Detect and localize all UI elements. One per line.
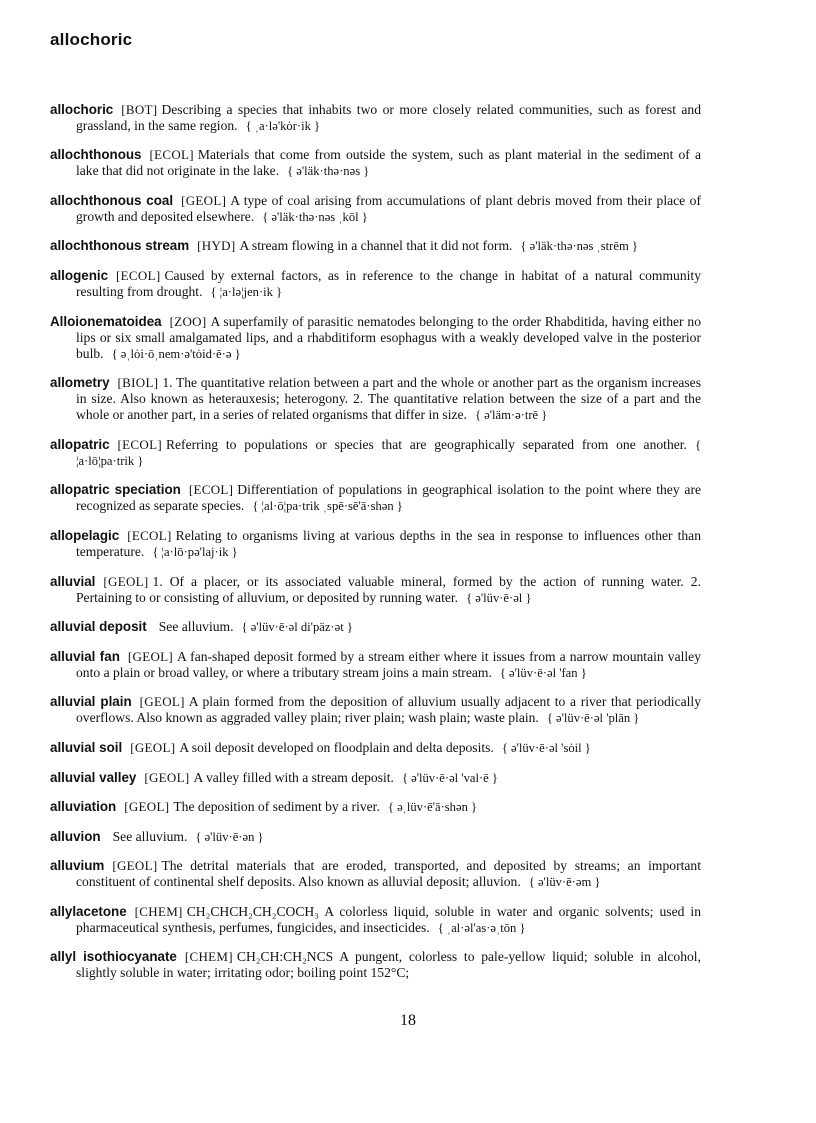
entry-subject: [GEOL] [127, 648, 174, 664]
entry-pronunciation: { ¦al·ō¦pa·trik ˌspē·sē'ā·shən } [252, 499, 403, 514]
dictionary-entry [50, 649, 701, 681]
entry-subject: [GEOL] [139, 694, 185, 710]
entry-definition: A soil deposit developed on floodplain and delta deposits. [179, 739, 494, 755]
entry-pronunciation: { ˌal·əl'as·əˌtōn } [437, 920, 526, 935]
dictionary-entry [50, 619, 701, 635]
dictionary-entry [50, 829, 701, 845]
entry-term: alluvial plain [50, 694, 132, 710]
entry-term: allochthonous stream [50, 238, 190, 254]
entry-term: allochthonous [50, 147, 142, 163]
entry-pronunciation: { ¦a·lō·pə'laj·ik } [152, 544, 238, 559]
entry-term: allyl isothiocyanate [50, 949, 177, 965]
entry-term: alluviation [50, 799, 117, 815]
entry-definition: Describing a species that inhabits two or more closely related communities, such as forest and grassland, in the same region. [76, 101, 701, 133]
entry-definition: A superfamily of parasitic nematodes belonging to the order Rhabditida, having either no lips or six small amalgamated lips, and a rhabditiform esophagus with a weakly developed valve in the posterior bulb. [76, 313, 701, 361]
entry-definition: Referring to populations or species that are geographically separated from one another. [165, 436, 687, 452]
dictionary-entry [50, 770, 701, 786]
entry-term: alluvion [50, 828, 101, 844]
dictionary-entry [50, 574, 701, 606]
dictionary-entry [50, 147, 701, 179]
entry-definition: A type of coal arising from accumulations of plant debris moved from their place of growth and deposited elsewhere. [76, 192, 701, 224]
dictionary-entry [50, 375, 701, 423]
entry-list [50, 88, 701, 989]
entry-pronunciation: { ¦a·lō¦pa·trik } [76, 437, 701, 468]
entry-pronunciation: { əˌlȯi·ōˌnem·ə'tȯid·ē·ə } [111, 346, 241, 361]
entry-pronunciation: { ə'läm·ə·trē } [474, 408, 548, 423]
entry-subject: [ECOL] [149, 147, 194, 163]
entry-subject: [ECOL] [188, 482, 234, 498]
entry-pronunciation: { ə'lüv·ē·əl } [466, 590, 532, 605]
entry-term: allylacetone [50, 903, 127, 919]
dictionary-entry [50, 238, 701, 254]
entry-definition: A stream flowing in a channel that it did not form. [239, 238, 513, 254]
entry-subject: [GEOL] [124, 799, 170, 815]
entry-pronunciation: { ə'läk·thə·nəs ˌkōl } [262, 209, 368, 224]
entry-pronunciation: { ə'lüv·ē·əm } [528, 875, 601, 890]
dictionary-entry [50, 904, 701, 936]
entry-definition: A valley filled with a stream deposit. [193, 769, 394, 785]
entry-definition: The deposition of sediment by a river. [173, 799, 380, 815]
entry-term: alluvial fan [50, 648, 120, 664]
dictionary-entry [50, 694, 701, 726]
entry-subject: [ECOL] [116, 267, 161, 283]
entry-term: allopelagic [50, 527, 120, 543]
entry-term: allochthonous coal [50, 192, 174, 208]
dictionary-entry [50, 799, 701, 815]
dictionary-entry [50, 437, 701, 469]
entry-term: alluvium [50, 858, 105, 874]
entry-subject: [CHEM] [184, 949, 233, 965]
page-number: 18 [400, 1012, 416, 1029]
entry-subject: [ECOL] [117, 436, 162, 452]
dictionary-entry [50, 102, 701, 134]
dictionary-entry [50, 949, 701, 981]
entry-subject: [CHEM] [134, 903, 183, 919]
entry-subject: [GEOL] [103, 573, 149, 589]
entry-pronunciation: { ə'lüv·ē·əl 'fan } [499, 665, 587, 680]
entry-subject: [GEOL] [181, 192, 227, 208]
entry-term: allochoric [50, 101, 114, 117]
entry-subject: [BOT] [121, 101, 158, 117]
dictionary-entry [50, 858, 701, 890]
entry-pronunciation: { ə'lüv·ē·ən } [195, 829, 264, 844]
entry-term: alluvial [50, 573, 96, 589]
entry-term: alluvial deposit [50, 619, 147, 635]
entry-pronunciation: { ˌa·lə'kȯr·ik } [245, 118, 321, 133]
entry-definition: See alluvium. [112, 828, 188, 844]
entry-pronunciation: { ə'lüv·ē·əl 'sȯil } [501, 740, 591, 755]
entry-pronunciation: { əˌlüv·ē'ā·shən } [387, 800, 478, 815]
dictionary-entry [50, 314, 701, 362]
entry-term: allometry [50, 375, 110, 391]
entry-pronunciation: { ¦a·lə¦jen·ik } [210, 284, 283, 299]
entry-pronunciation: { ə'läk·thə·nəs } [287, 164, 370, 179]
dictionary-entry [50, 740, 701, 756]
entry-definition: A fan-shaped deposit formed by a stream either where it issues from a narrow mountain valley onto a plain or broad valley, or where a tributary stream joins a main stream. [76, 648, 701, 680]
entry-definition: CH₂CHCH₂CH₂COCH₃ A colorless liquid, soluble in water and organic solvents; used in pharmaceutical synthesis, perfumes, fungicides, and insecticides. [76, 903, 701, 935]
entry-definition: 1. The quantitative relation between a part and the whole or another part as the organism increases in size. Also known as heterauxesis; heterogony. 2. The quantitative relation between the size of a part and the whole or another part, in a series of related organisms that differ in size. [76, 375, 701, 423]
entry-term: allopatric [50, 436, 110, 452]
entry-subject: [ZOO] [169, 313, 207, 329]
dictionary-entry [50, 193, 701, 225]
entry-subject: [ECOL] [127, 527, 172, 543]
entry-pronunciation: { ə'lüv·ē·əl 'plān } [546, 711, 640, 726]
entry-definition: See alluvium. [158, 619, 234, 635]
dictionary-entry [50, 268, 701, 300]
entry-pronunciation: { ə'läk·thə·nəs ˌstrēm } [520, 239, 638, 254]
entry-subject: [GEOL] [112, 858, 158, 874]
entry-subject: [GEOL] [130, 739, 176, 755]
entry-definition: Relating to organisms living at various depths in the sea in response to influences other than temperature. [76, 527, 701, 559]
dictionary-entry [50, 482, 701, 514]
entry-term: alluvial valley [50, 769, 137, 785]
entry-definition: The detrital materials that are eroded, transported, and deposited by streams; an important constituent of continental shelf deposits. Also known as alluvial deposit; alluvion. [76, 858, 701, 890]
entry-definition: Materials that come from outside the system, such as plant material in the sediment of a lake that did not originate in the lake. [76, 147, 701, 179]
entry-definition: CH₂CH:CH₂NCS A pungent, colorless to pale-yellow liquid; soluble in alcohol, slightly soluble in water; irritating odor; boiling point 152°C; [76, 949, 701, 981]
dictionary-entry [50, 528, 701, 560]
entry-term: alluvial soil [50, 739, 123, 755]
entry-pronunciation: { ə'lüv·ē·əl 'val·ē } [401, 770, 498, 785]
entry-definition: 1. Of a placer, or its associated valuable mineral, formed by the action of running water. 2. Pertaining to or consisting of alluvium, or deposited by running water. [76, 573, 701, 605]
entry-subject: [HYD] [197, 238, 236, 254]
entry-term: allopatric speciation [50, 482, 181, 498]
entry-subject: [BIOL] [117, 375, 159, 391]
entry-term: Alloionematoidea [50, 313, 162, 329]
entry-subject: [GEOL] [144, 769, 190, 785]
entry-definition: Caused by external factors, as in reference to the change in habitat of a natural community resulting from drought. [76, 267, 701, 299]
entry-definition: A plain formed from the deposition of alluvium usually adjacent to a river that periodically overflows. Also known as aggraded valley plain; river plain; wash plain; waste plain. [76, 694, 701, 726]
entry-term: allogenic [50, 267, 109, 283]
running-head: allochoric [50, 30, 133, 49]
entry-pronunciation: { ə'lüv·ē·əl di'päz·ət } [241, 620, 353, 635]
entry-definition: Differentiation of populations in geographical isolation to the point where they are recognized as separate species. [76, 482, 701, 514]
